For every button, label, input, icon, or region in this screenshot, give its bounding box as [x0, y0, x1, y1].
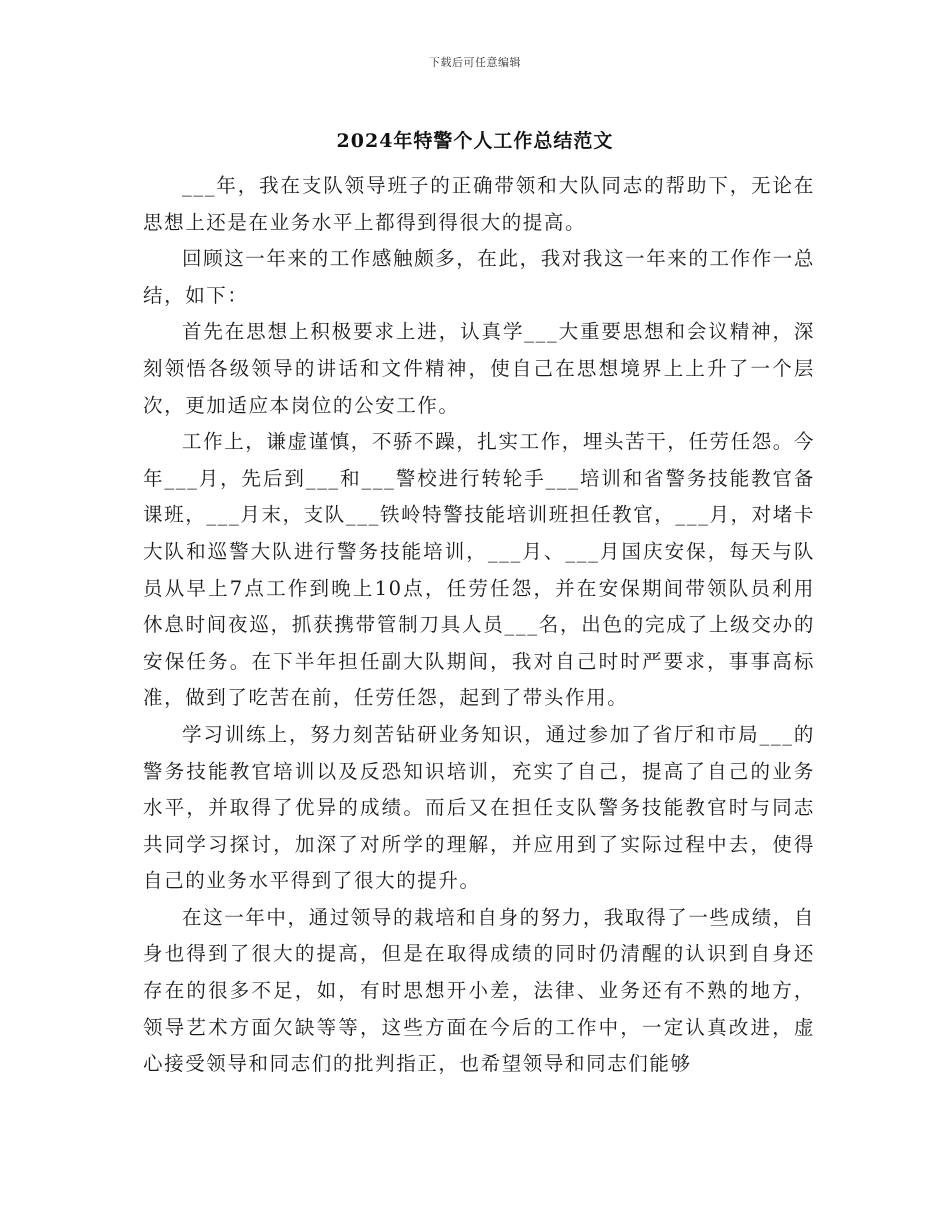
- paragraph: 在这一年中，通过领导的栽培和自身的努力，我取得了一些成绩，自身也得到了很大的提高，但是在取得成绩的同时仍清醒的认识到自身还存在的很多不足，如，有时思想开小差，法律、业务还有不熟的地方，领导艺术方面欠缺等等，这些方面在今后的工作中，一定认真改进，虚心接受领导和同志们的批判指正，也希望领导和同志们能够: [143, 905, 816, 1076]
- paragraph: 学习训练上，努力刻苦钻研业务知识，通过参加了省厅和市局___的警务技能教官培训以及反恐知识培训，充实了自己，提高了自己的业务水平，并取得了优异的成绩。而后又在担任支队警务技能教官时与同志共同学习探讨，加深了对所学的理解，并应用到了实际过程中去，使得自己的业务水平得到了很大的提升。: [143, 722, 815, 893]
- document-title: 2024年特警个人工作总结范文: [336, 130, 614, 152]
- paragraph: ___年，我在支队领导班子的正确带领和大队同志的帮助下，无论在思想上还是在业务水平上都得到得很大的提高。: [143, 174, 815, 234]
- document-body: [143, 168, 815, 1083]
- paragraph: 回顾这一年来的工作感触颇多，在此，我对我这一年来的工作作一总结，如下：: [143, 247, 816, 307]
- paragraph: 首先在思想上积极要求上进，认真学___大重要思想和会议精神，深刻领悟各级领导的讲话和文件精神，使自己在思想境界上上升了一个层次，更加适应本岗位的公安工作。: [143, 320, 815, 417]
- header-note: 下载后可任意编辑: [429, 56, 521, 69]
- paragraph: 工作上，谦虚谨慎，不骄不躁，扎实工作，埋头苦干，任劳任怨。今年___月，先后到___和___警校进行转轮手___培训和省警务技能教官备课班，___月末，支队___铁岭特警技能培训班担任教官，___月，对堵卡大队和巡警大队进行警务技能培训，___月、___月国庆安保，每天与队员从早上7点工作到晚上10点，任劳任怨，并在安保期间带领队员利用休息时间夜巡，抓获携带管制刀具人员___名，出色的完成了上级交办的安保任务。在下半年担任副大队期间，我对自己时时严要求，事事高标准，做到了吃苦在前，任劳任怨，起到了带头作用。: [143, 430, 816, 710]
